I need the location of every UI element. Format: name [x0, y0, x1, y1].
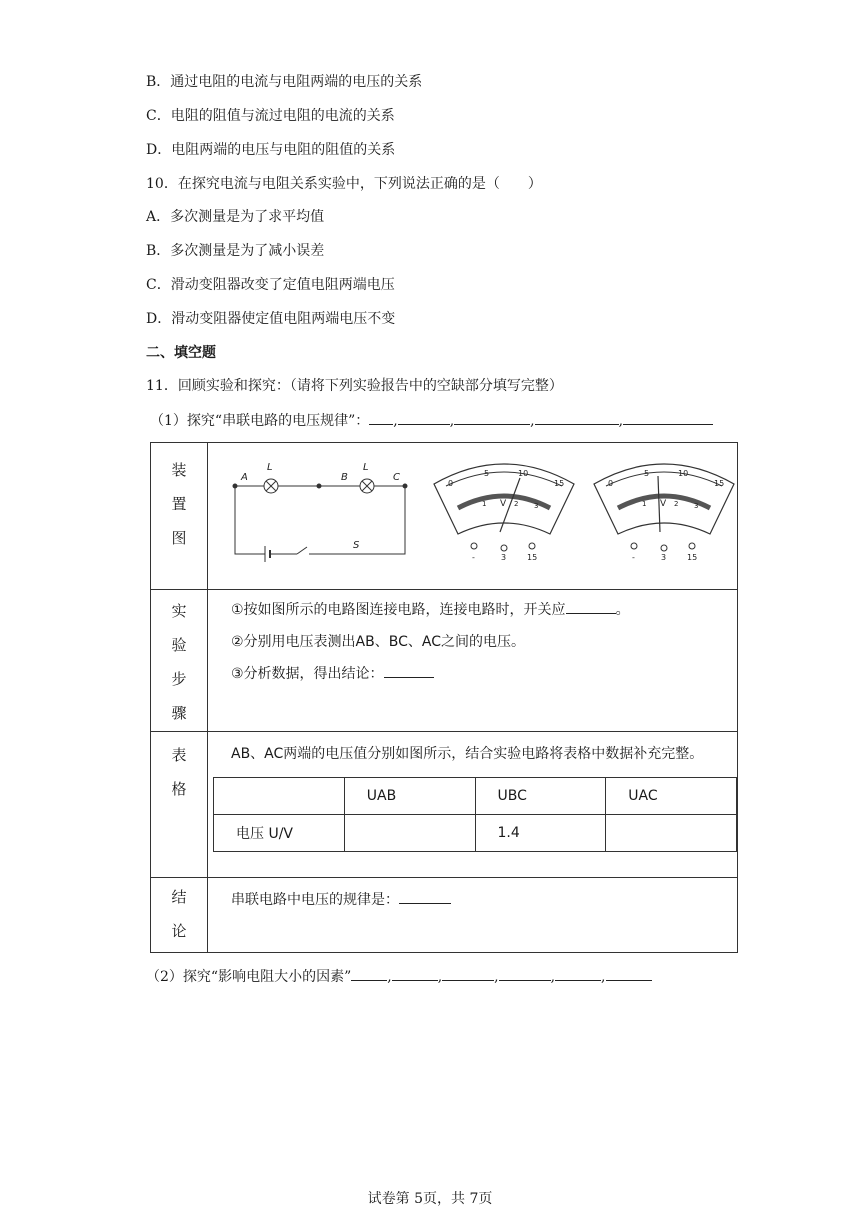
- option-10b: B．多次测量是为了减小误差: [146, 243, 325, 259]
- svg-text:3: 3: [694, 502, 699, 510]
- blank[interactable]: [442, 966, 494, 981]
- header-ubc: UBC: [475, 778, 606, 815]
- svg-text:2: 2: [674, 500, 679, 508]
- question-10-stem: 10．在探究电流与电阻关系实验中，下列说法正确的是（ ）: [146, 176, 542, 192]
- option-9d: D．电阻两端的电压与电阻的阻值的关系: [146, 142, 396, 158]
- blank[interactable]: [454, 410, 530, 425]
- voltage-data-table: [213, 777, 737, 852]
- row-label: 电压 U/V: [214, 815, 345, 852]
- svg-text:15: 15: [714, 479, 725, 488]
- svg-text:15: 15: [527, 553, 538, 562]
- cell-uab[interactable]: [344, 815, 475, 852]
- conclusion-text: 串联电路中电压的规律是：: [209, 879, 736, 915]
- apparatus-diagram: [209, 444, 739, 584]
- apparatus-label: 装 置 图: [151, 443, 208, 590]
- blank[interactable]: [606, 966, 652, 981]
- steps-cell: [208, 590, 738, 732]
- svg-text:V: V: [500, 499, 507, 509]
- svg-text:-: -: [472, 553, 475, 562]
- lamp-l2-label: L: [363, 462, 369, 473]
- option-10a: A．多次测量是为了求平均值: [146, 209, 325, 225]
- point-c-label: C: [393, 472, 400, 483]
- header-uab: UAB: [344, 778, 475, 815]
- svg-text:0: 0: [608, 479, 614, 488]
- svg-text:1: 1: [642, 500, 647, 508]
- svg-text:10: 10: [518, 469, 529, 478]
- svg-text:3: 3: [661, 553, 667, 562]
- svg-text:V: V: [660, 499, 667, 509]
- step-1: ①按如图所示的电路图连接电路，连接电路时，开关应 。: [209, 594, 736, 626]
- step-2: ②分别用电压表测出AB、BC、AC之间的电压。: [231, 634, 525, 650]
- option-9b: B．通过电阻的电流与电阻两端的电压的关系: [146, 74, 423, 90]
- steps-label: 实 验 步 骤: [151, 590, 208, 732]
- svg-text:3: 3: [501, 553, 507, 562]
- experiment-report-table: [150, 442, 738, 953]
- option-10c: C．滑动变阻器改变了定值电阻两端电压: [146, 277, 395, 293]
- table-description: AB、AC两端的电压值分别如图所示，结合实验电路将表格中数据补充完整。: [231, 746, 704, 762]
- cell-ubc: 1.4: [475, 815, 606, 852]
- point-b-label: B: [341, 472, 348, 483]
- svg-text:0: 0: [448, 479, 454, 488]
- switch-label: S: [353, 540, 360, 551]
- svg-text:5: 5: [484, 469, 490, 478]
- part-2-label: （2）探究“影响电阻大小的因素”: [146, 969, 352, 985]
- svg-text:-: -: [632, 553, 635, 562]
- page-footer: 试卷第 5页，共 7页: [367, 1191, 493, 1207]
- svg-text:2: 2: [514, 500, 519, 508]
- cell-uac[interactable]: [606, 815, 737, 852]
- conclusion-cell: [208, 878, 738, 953]
- table-cell: [208, 732, 738, 878]
- voltmeter-right: [594, 464, 734, 562]
- blank[interactable]: [566, 599, 616, 614]
- blank[interactable]: [369, 410, 393, 425]
- svg-text:3: 3: [534, 502, 539, 510]
- blank[interactable]: [623, 410, 713, 425]
- part-1-line: （1）探究“串联电路的电压规律”： , , , ,: [150, 410, 713, 431]
- svg-text:15: 15: [554, 479, 565, 488]
- apparatus-figures: [208, 443, 738, 590]
- header-empty: [214, 778, 345, 815]
- option-10d: D．滑动变阻器使定值电阻两端电压不变: [146, 311, 396, 327]
- svg-text:10: 10: [678, 469, 689, 478]
- part-1-label: （1）探究“串联电路的电压规律”：: [150, 413, 370, 429]
- blank[interactable]: [535, 410, 619, 425]
- svg-text:15: 15: [687, 553, 698, 562]
- blank[interactable]: [499, 966, 551, 981]
- conclusion-label: 结 论: [151, 878, 208, 953]
- step-3: ③分析数据，得出结论：: [209, 658, 736, 690]
- question-11-stem: 11．回顾实验和探究：（请将下列实验报告中的空缺部分填写完整）: [146, 378, 563, 394]
- svg-text:1: 1: [482, 500, 487, 508]
- svg-text:5: 5: [644, 469, 650, 478]
- blank[interactable]: [398, 410, 450, 425]
- blank[interactable]: [384, 663, 434, 678]
- blank[interactable]: [392, 966, 438, 981]
- voltmeter-left: [434, 464, 574, 562]
- blank[interactable]: [351, 966, 387, 981]
- table-label: 表 格: [151, 732, 208, 878]
- part-2-line: （2）探究“影响电阻大小的因素” , , , , ,: [146, 966, 652, 987]
- header-uac: UAC: [606, 778, 737, 815]
- blank[interactable]: [555, 966, 601, 981]
- blank[interactable]: [399, 889, 451, 904]
- section-title: 二、填空题: [146, 345, 216, 361]
- circuit-diagram: [233, 479, 407, 562]
- point-a-label: A: [241, 472, 248, 483]
- lamp-l1-label: L: [267, 462, 273, 473]
- option-9c: C．电阻的阻值与流过电阻的电流的关系: [146, 108, 395, 124]
